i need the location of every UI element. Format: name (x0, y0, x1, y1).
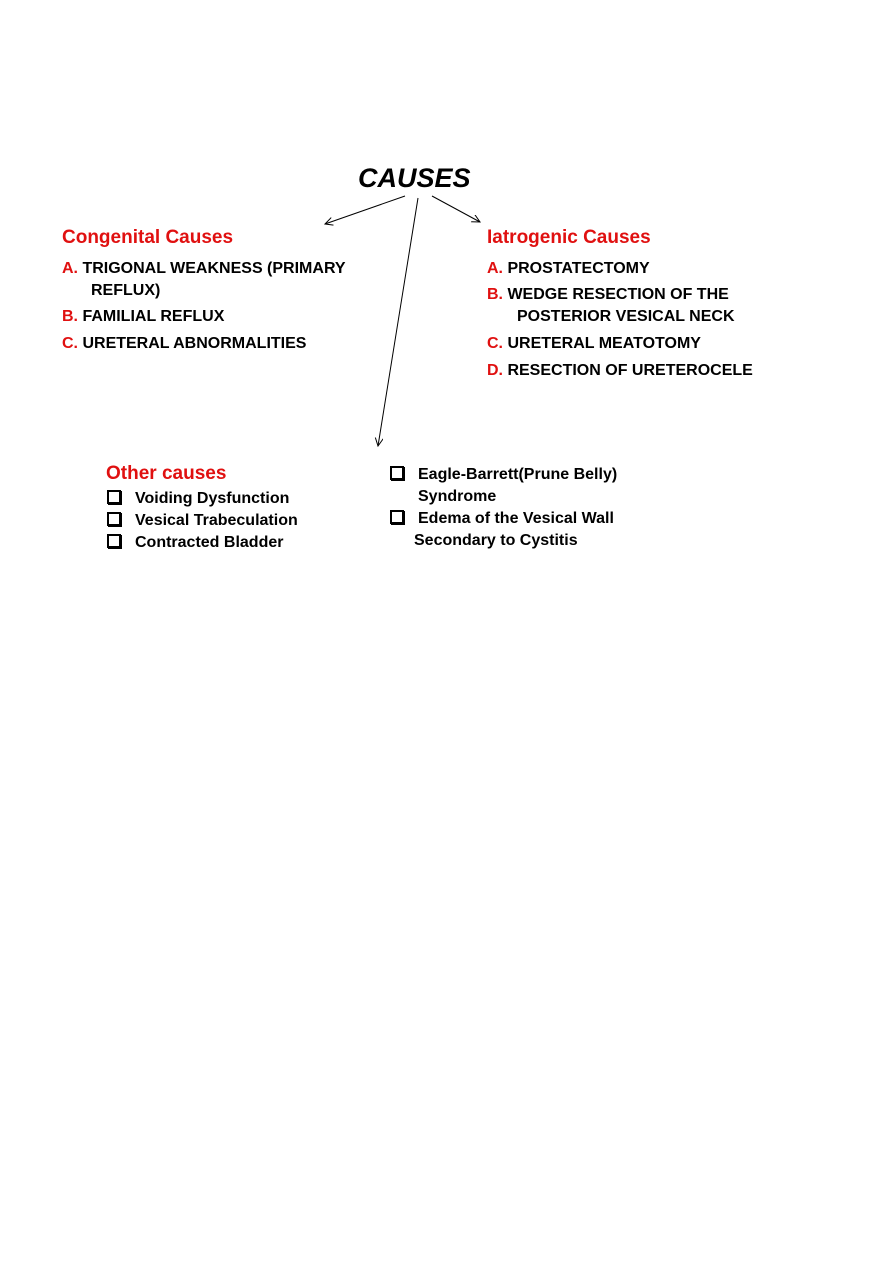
iatrogenic-item-a (487, 258, 650, 279)
item-text: Vesical Trabeculation (135, 512, 298, 529)
item-text: RESECTION OF URETEROCELE (507, 362, 753, 379)
checkbox-icon (390, 466, 404, 480)
item-letter: D. (487, 362, 503, 379)
congenital-item-a-cont: REFLUX) (91, 282, 161, 299)
item-letter: B. (487, 286, 503, 303)
congenital-heading: Congenital Causes (62, 227, 234, 248)
congenital-item-c (62, 333, 306, 354)
item-text: Edema of the Vesical Wall (418, 510, 614, 527)
arrow-to-congenital (325, 196, 405, 224)
item-text: Contracted Bladder (135, 534, 284, 551)
item-text: Eagle-Barrett(Prune Belly) (418, 466, 618, 483)
checkbox-icon (107, 512, 121, 526)
item-letter: C. (487, 335, 503, 352)
item-text: PROSTATECTOMY (507, 260, 650, 277)
diagram-title: CAUSES (358, 163, 471, 193)
arrow-to-iatrogenic (432, 196, 480, 222)
item-letter: C. (62, 335, 78, 352)
other-item-edema-cont: Secondary to Cystitis (414, 532, 578, 549)
item-text: URETERAL ABNORMALITIES (82, 335, 307, 352)
iatrogenic-heading: Iatrogenic Causes (487, 227, 651, 248)
arrow-to-other (378, 198, 418, 446)
item-letter: A. (62, 260, 78, 277)
iatrogenic-item-b (487, 284, 729, 305)
item-text: TRIGONAL WEAKNESS (PRIMARY (82, 260, 346, 277)
other-item-trabeculation (107, 510, 298, 533)
other-item-edema (390, 508, 614, 531)
other-item-eagle-barrett-cont: Syndrome (418, 488, 497, 505)
item-text: URETERAL MEATOTOMY (507, 335, 701, 352)
checkbox-icon (390, 510, 404, 524)
other-heading: Other causes (106, 463, 227, 484)
item-letter: B. (62, 308, 78, 325)
other-item-eagle-barrett (390, 464, 617, 487)
iatrogenic-item-d (487, 360, 753, 381)
other-item-contracted (107, 532, 283, 555)
iatrogenic-item-b-cont: POSTERIOR VESICAL NECK (517, 308, 735, 325)
checkbox-icon (107, 490, 121, 504)
congenital-item-a (62, 258, 346, 279)
checkbox-icon (107, 534, 121, 548)
congenital-item-b (62, 306, 224, 327)
item-letter: A. (487, 260, 503, 277)
item-text: WEDGE RESECTION OF THE (507, 286, 729, 303)
item-text: Voiding Dysfunction (135, 490, 290, 507)
item-text: FAMILIAL REFLUX (82, 308, 225, 325)
iatrogenic-item-c (487, 333, 701, 354)
other-item-voiding (107, 488, 289, 511)
